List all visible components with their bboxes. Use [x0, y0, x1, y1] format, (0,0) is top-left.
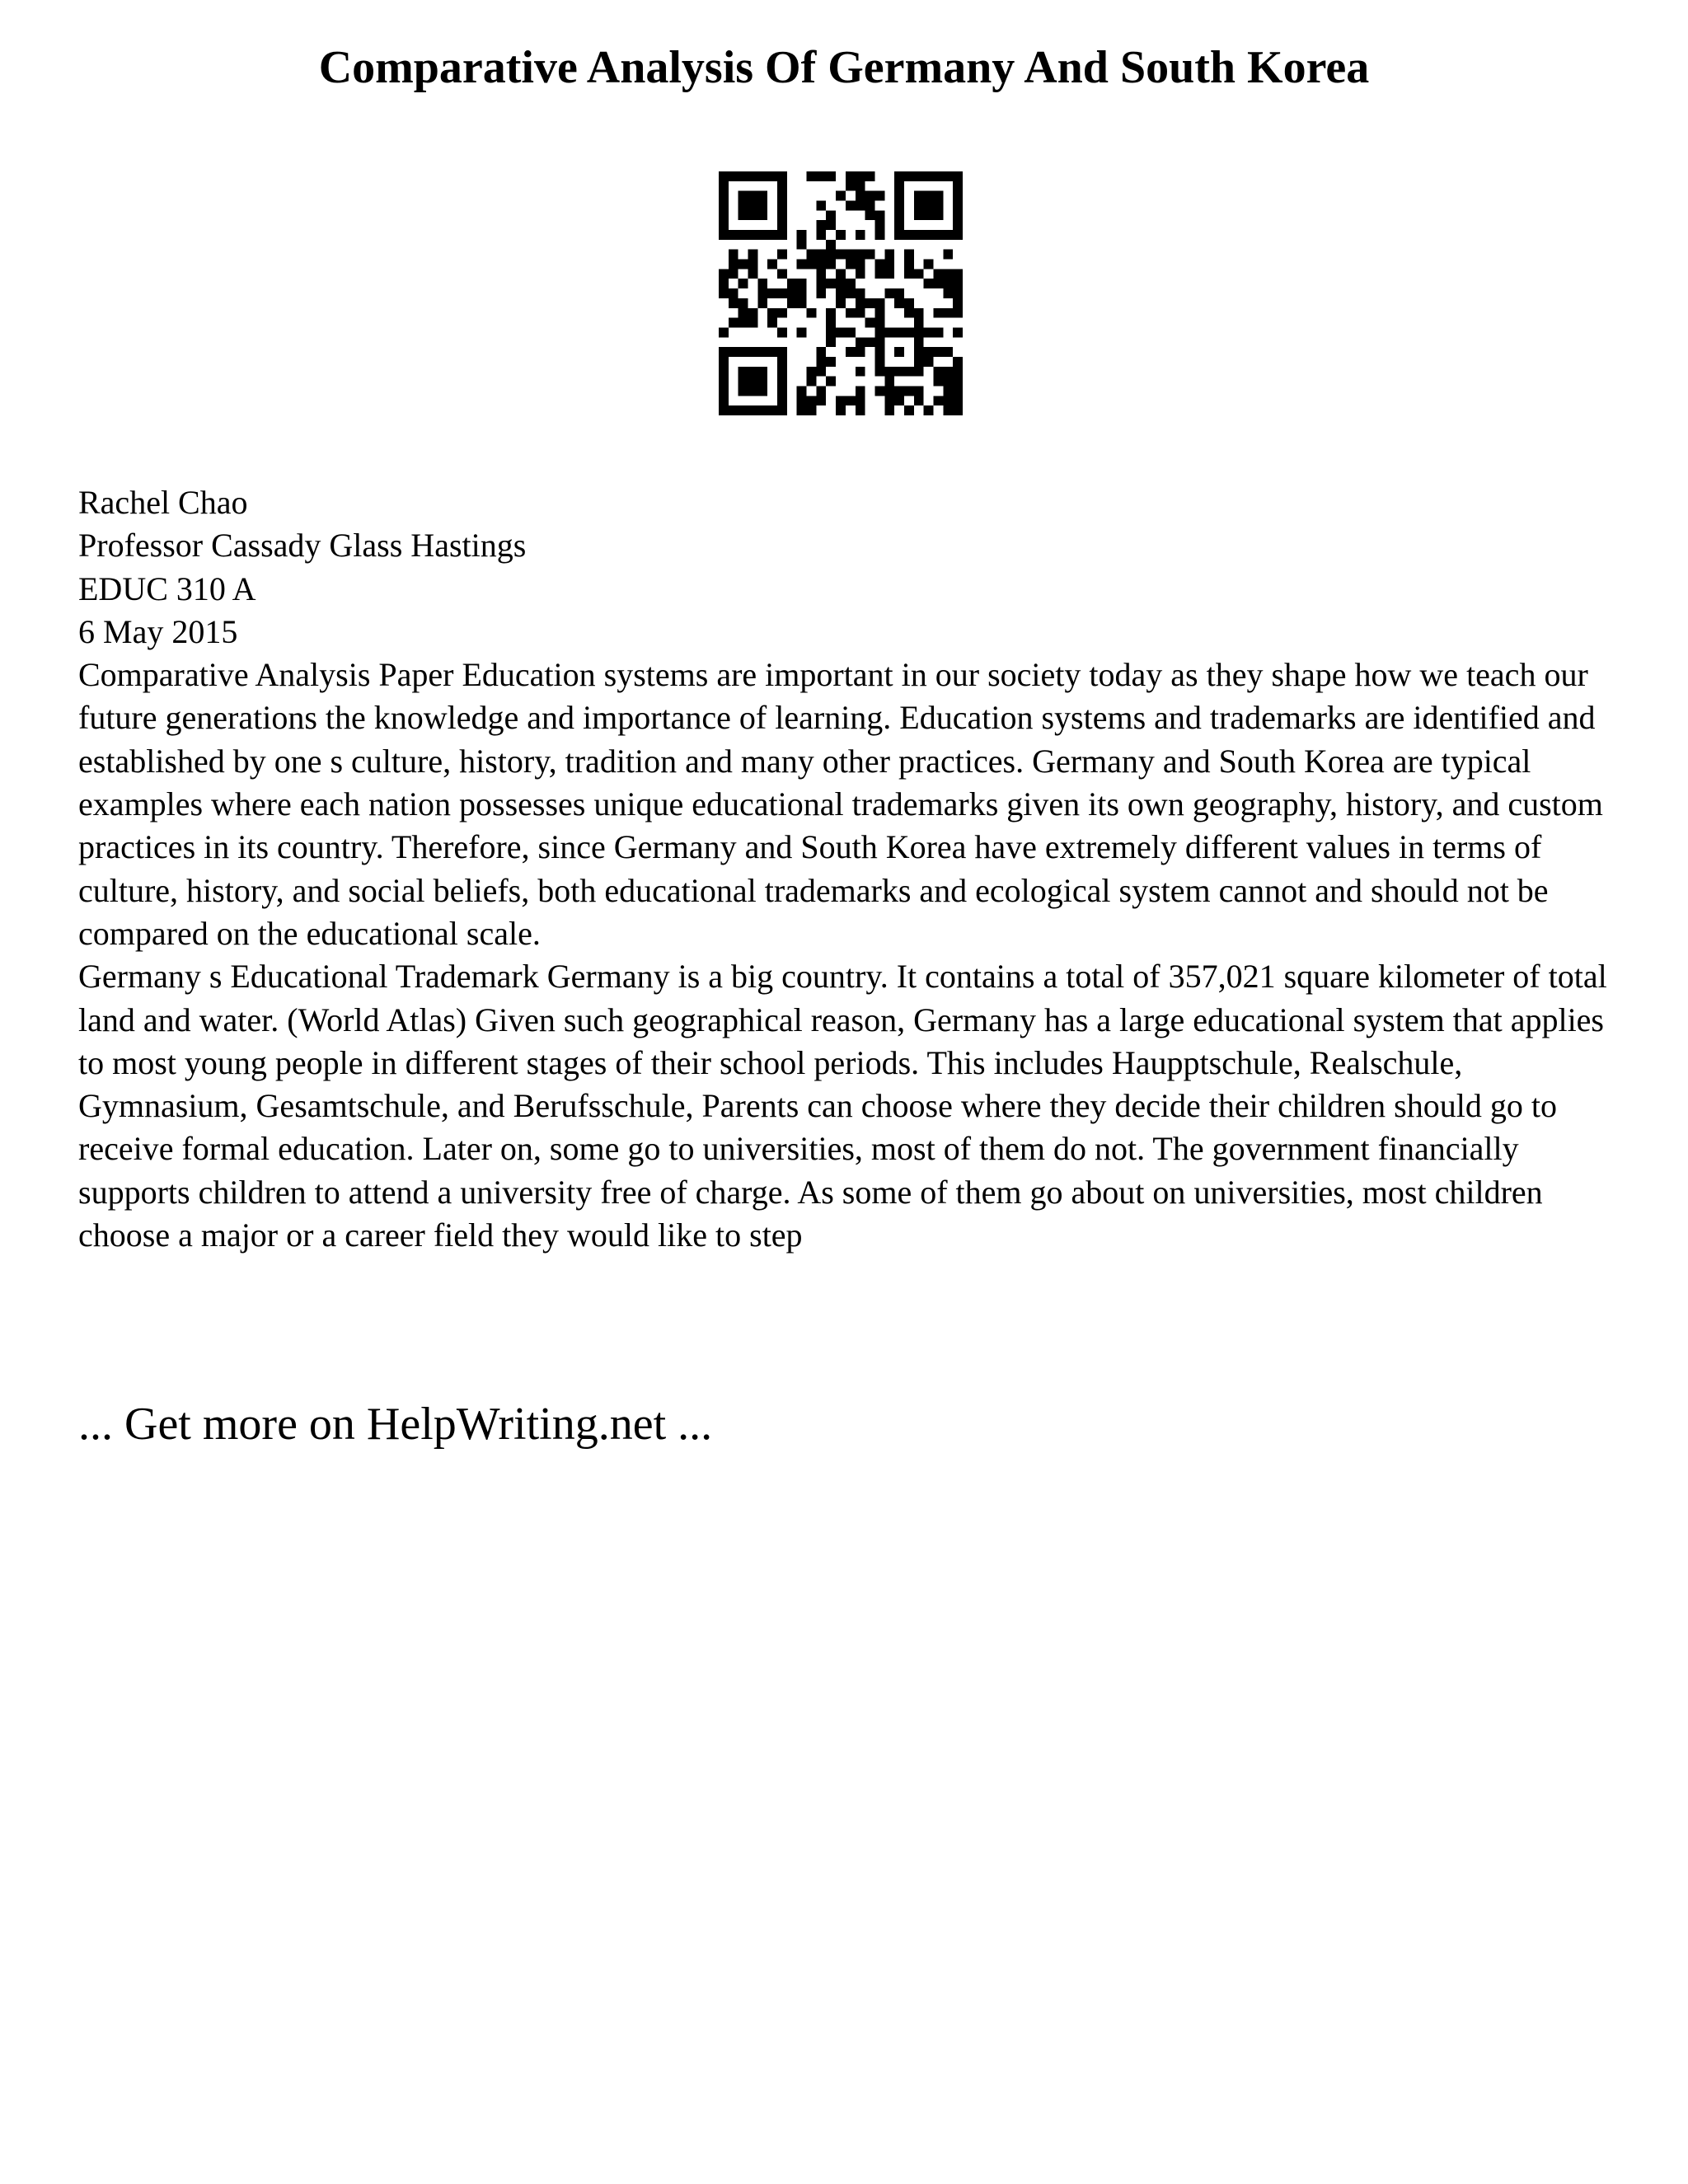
document-body [78, 481, 1628, 1257]
course-code: EDUC 310 A [78, 569, 256, 607]
document-title: Comparative Analysis Of Germany And South Korea [318, 42, 1370, 93]
get-more-link[interactable]: ... Get more on HelpWriting.net ... [78, 1399, 713, 1450]
document-date: 6 May 2015 [78, 612, 238, 650]
body-paragraph: Germany s Educational Trademark Germany is a big country. It contains a total of 357,021 square kilometer of total land and water. (World Atlas) Given such geographical reason, Germany has a large educational system that applies to most young people in different stages of their school periods. This includes Haupptschule, Realschule, Gymnasium, Gesamtschule, and Berufsschule, Parents can choose where they decide their children should go to receive formal education. Later on, some go to universities, most of them do not. The government financially supports children to attend a university free of charge. As some of them go about on universities, most children choose a major or a career field they would like to step [78, 958, 1607, 1254]
qr-code-icon [719, 171, 963, 415]
author-name: Rachel Chao [78, 484, 248, 521]
professor-name: Professor Cassady Glass Hastings [78, 527, 527, 565]
body-paragraph: Comparative Analysis Paper Education systems are important in our society today as they shape how we teach our future generations the knowledge and importance of learning. Education systems and trademarks are identified and established by one s culture, history, tradition and many other practices. Germany and South Korea are typical examples where each nation possesses unique educational trademarks given its own geography, history, and custom practices in its country. Therefore, since Germany and South Korea have extremely different values in terms of culture, history, and social beliefs, both educational trademarks and ecological system cannot and should not be compared on the educational scale. [78, 656, 1603, 952]
